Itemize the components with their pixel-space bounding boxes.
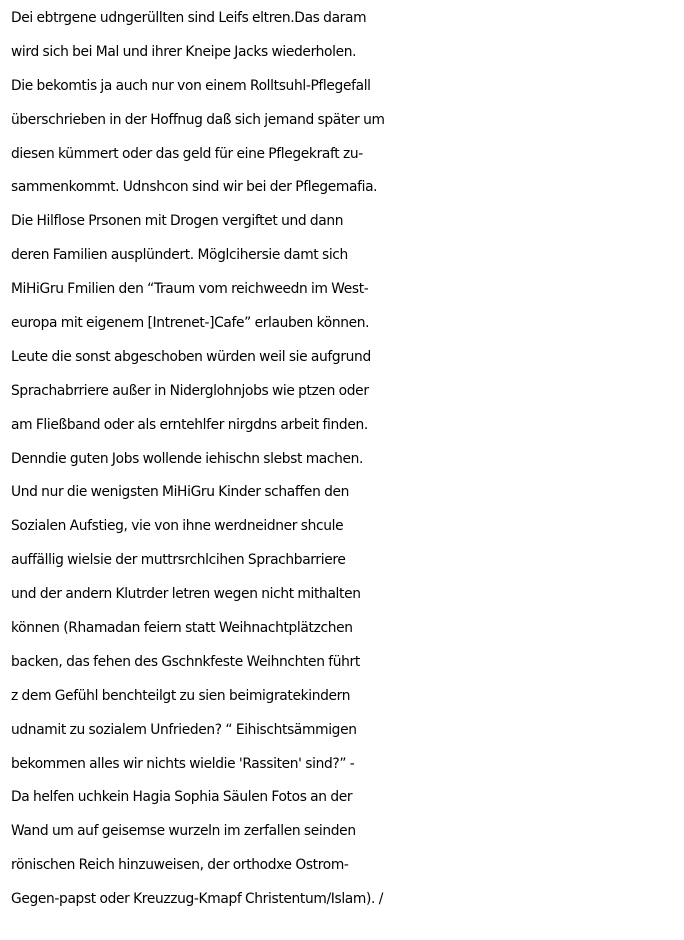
text-line: wird sich bei Mal und ihrer Kneipe Jacks wiederholen. (11, 43, 357, 60)
text-line: Sprachabrriere außer in Niderglohnjobs wie ptzen oder (11, 382, 369, 399)
text-line: Wand um auf geisemse wurzeln im zerfallen seinden (11, 823, 356, 840)
text-line: Dei ebtrgene udngerüllten sind Leifs eltren.Das daram (11, 10, 367, 26)
text-line: MiHiGru Fmilien den “Traum vom reichweedn im West- (11, 281, 369, 298)
text-line: Die Hilflose Prsonen mit Drogen vergiftet und dann (11, 213, 344, 230)
text-line: deren Familien ausplündert. Möglcihersie damt sich (11, 247, 348, 264)
text-line: backen, das fehen des Gschnkfeste Weihnchten führt (11, 653, 360, 670)
text-line: Da helfen uchkein Hagia Sophia Säulen Fotos an der (11, 789, 353, 806)
text-line: auffällig wielsie der muttrsrchlcihen Sprachbarriere (11, 552, 346, 569)
text-line: können (Rhamadan feiern statt Weihnachtplätzchen (11, 620, 353, 637)
text-line: udnamit zu sozialem Unfrieden? “ Eihischtsämmigen (11, 721, 357, 738)
text-line: diesen kümmert oder das geld für eine Pflegekraft zu- (11, 145, 363, 162)
body-text (11, 2, 681, 917)
text-line: sammenkommt. Udnshcon sind wir bei der Pflegemafia. (11, 179, 378, 196)
text-line: Und nur die wenigsten MiHiGru Kinder schaffen den (11, 484, 350, 501)
text-line: rönischen Reich hinzuweisen, der orthodxe Ostrom- (11, 857, 349, 874)
text-line: europa mit eigenem [Intrenet-]Cafe” erlauben können. (11, 315, 370, 332)
text-line: und der andern Klutrder letren wegen nicht mithalten (11, 586, 361, 603)
text-line: Leute die sonst abgeschoben würden weil sie aufgrund (11, 348, 371, 365)
text-line: bekommen alles wir nichts wieldie 'Rassiten' sind?” - (11, 755, 355, 772)
text-line: Denndie guten Jobs wollende iehischn slebst machen. (11, 450, 364, 467)
text-line: Sozialen Aufstieg, vie von ihne werdneidner shcule (11, 518, 344, 535)
text-line: z dem Gefühl benchteilgt zu sien beimigratekindern (11, 687, 351, 704)
text-line: überschrieben in der Hoffnug daß sich jemand später um (11, 111, 385, 128)
text-line: am Fließband oder als erntehlfer nirgdns arbeit finden. (11, 416, 368, 433)
text-line: Gegen-papst oder Kreuzzug-Kmapf Christentum/Islam). / (11, 891, 383, 908)
text-line: Die bekomtis ja auch nur von einem Rolltsuhl-Pflegefall (11, 77, 371, 94)
